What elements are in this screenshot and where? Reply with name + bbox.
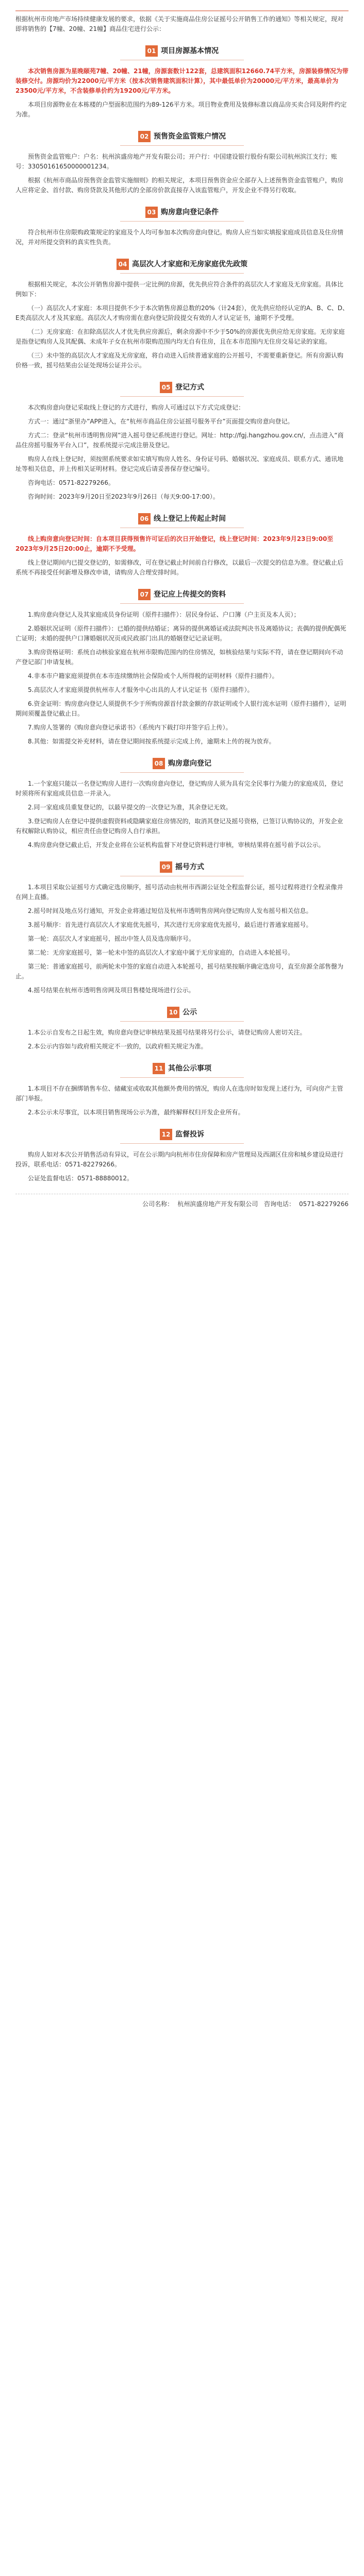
section-number-badge: 10 bbox=[167, 1007, 179, 1018]
section-paragraph: 本次购房意向登记采取线上登记的方式进行，购房人可通过以下方式完成登记： bbox=[28, 404, 245, 411]
section-paragraph: 购房人如对本次公开销售活动有异议，可在公示期内向杭州市住房保障和房产管理局及西湖区住房和城乡建设局进行投诉，联系电话：0571-82279266。 bbox=[15, 1151, 344, 1168]
section-underline bbox=[120, 145, 244, 146]
section-title: 线上登记上传起止时间 bbox=[154, 514, 226, 523]
section-number-badge: 06 bbox=[138, 513, 151, 524]
section-paragraph: 3.摇号顺序：首先进行高层次人才家庭优先摇号，其次进行无房家庭优先摇号，最后进行普通家庭摇号。 bbox=[28, 921, 312, 928]
section-paragraph: 方式一：通过“浙里办”APP进入，在“杭州市商品住房公证摇号服务平台”页面提交购房意向登记。 bbox=[28, 418, 294, 425]
section-paragraph: 方式二：登录“杭州市透明售房网”进入摇号登记系统进行登记。网址：http://fgj.hangzhou.gov.cn/，点击进入“商品住房摇号服务平台入口”，按系统提示完成注册及登记。 bbox=[15, 432, 344, 449]
footer-phone-label: 咨询电话： bbox=[264, 1200, 295, 1208]
section-paragraph: 4.购房意向登记截止后，开发企业将在公证机构监督下对登记资料进行审核，审核结果将在摇号前予以公示。 bbox=[28, 841, 325, 849]
section-number-badge: 08 bbox=[153, 758, 165, 769]
section-paragraph: 第三轮：普通家庭摇号，前两轮未中签的家庭自动进入本轮摇号，摇号结果按顺序确定选房号，直至房源全部售罄为止。 bbox=[15, 963, 344, 980]
section-number-badge: 03 bbox=[145, 207, 158, 218]
section-number-badge: 09 bbox=[160, 861, 172, 873]
section-paragraph: 1.本项目采取公证摇号方式确定选房顺序，摇号活动由杭州市西湖公证处全程监督公证，摇号过程将进行全程录像并在网上直播。 bbox=[15, 884, 343, 901]
section-paragraph: 预售资金监管账户：户名：杭州滨盛房地产开发有限公司；开户行：中国建设银行股份有限公司杭州滨江支行；账号：33050161650000001234。 bbox=[15, 153, 338, 170]
sections-container bbox=[15, 45, 349, 1183]
section-paragraph: 本次销售房源为星晚颐苑7幢、20幢、21幢，房源套数计122套，总建筑面积12660.74平方米，房源装修情况为带装修交付。房源均价为22000元/平方米（按本次销售建筑面积计算），其中最低单价为20000元/平方米，最高单价为23500元/平方米，不含装修单价约为19200元/平方米。 bbox=[15, 67, 349, 94]
section-title: 项目房源基本情况 bbox=[161, 46, 219, 55]
section-paragraph: 3.登记购房人在登记中提供虚假资料或隐瞒家庭住房情况的，取消其登记及摇号资格，已签订认购协议的，开发企业有权解除认购协议，相应责任由登记购房人自行承担。 bbox=[15, 818, 343, 835]
section-title: 预售资金监管账户情况 bbox=[154, 132, 226, 141]
section-title: 购房意向登记 bbox=[168, 759, 211, 768]
top-divider bbox=[15, 10, 349, 11]
section-paragraph: 符合杭州市住房限购政策规定的家庭及个人均可参加本次购房意向登记。购房人应当如实填报家庭成员信息及住房情况，并对所提交资料的真实性负责。 bbox=[15, 229, 344, 246]
section-paragraph: （三）未中签的高层次人才家庭及无房家庭，将自动进入后续普通家庭的公开摇号，不需要重新登记。所有房源认购价格一致，摇号结果由公证处现场公证并公示。 bbox=[15, 352, 344, 369]
section-number-badge: 11 bbox=[153, 1063, 165, 1074]
section-paragraph: 2.本公示未尽事宜，以本项目销售现场公示为准，最终解释权归开发企业所有。 bbox=[28, 1109, 244, 1116]
section-title: 摇号方式 bbox=[175, 862, 204, 871]
section-paragraph: 线上购房意向登记时间：自本项目获得预售许可证后的次日开始登记，线上登记时间：2023年9月23日9:00至2023年9月25日20:00止，逾期不予受理。 bbox=[15, 535, 334, 552]
footer-company-label: 公司名称： bbox=[142, 1200, 174, 1208]
footer bbox=[15, 1194, 349, 1209]
footer-phone: 0571-82279266 bbox=[299, 1200, 349, 1208]
section-11 bbox=[15, 1063, 349, 1117]
section-underline bbox=[120, 603, 244, 604]
section-underline bbox=[120, 772, 244, 773]
section-paragraph: 2.本公示内容如与政府相关规定不一致的，以政府相关规定为准。 bbox=[28, 1043, 207, 1050]
section-06 bbox=[15, 513, 349, 578]
section-paragraph: 2.摇号时间及地点另行通知，开发企业将通过短信及杭州市透明售房网向登记购房人发布摇号相关信息。 bbox=[28, 907, 312, 914]
section-02 bbox=[15, 131, 349, 195]
section-paragraph: 1.一个家庭只能以一名登记购房人进行一次购房意向登记，登记购房人须为具有完全民事行为能力的家庭成员，登记时须将所有家庭成员信息一并录入。 bbox=[15, 780, 343, 797]
section-paragraph: 3.购房资格证明：系统自动核验家庭在杭州市限购范围内的住房情况，如核验结果与实际不符，请在登记期间向不动产登记部门申请复核。 bbox=[15, 649, 343, 666]
section-12 bbox=[15, 1129, 349, 1183]
section-title: 登记方式 bbox=[175, 383, 204, 392]
section-03 bbox=[15, 207, 349, 247]
section-underline bbox=[120, 1143, 244, 1144]
section-underline bbox=[120, 273, 244, 274]
section-paragraph: （二）无房家庭：在扣除高层次人才优先供应房源后，剩余房源中不少于50%的房源优先供应给无房家庭。无房家庭是指登记购房人及其配偶、未成年子女在杭州市限购范围内均无自有住房，且在本市范围内无住房交易记录的家庭。 bbox=[15, 328, 345, 345]
section-05 bbox=[15, 382, 349, 502]
section-underline bbox=[120, 396, 244, 397]
section-number-badge: 01 bbox=[145, 45, 158, 57]
section-paragraph: 7.购房人签署的《购房意向登记承诺书》（系统内下载打印并签字后上传）。 bbox=[28, 724, 232, 731]
intro-text: 根据杭州市房地产市场持续健康发展的要求，依据《关于实施商品住房公证摇号公开销售工作的通知》等相关规定，现对即将销售的【7幢、20幢、21幢】商品住宅进行公示： bbox=[15, 15, 344, 32]
section-title: 高层次人才家庭和无房家庭优先政策 bbox=[132, 260, 247, 268]
section-header bbox=[15, 1129, 349, 1144]
section-paragraph: 4.摇号结果在杭州市透明售房网及项目售楼处现场进行公示。 bbox=[28, 987, 195, 994]
section-header bbox=[15, 513, 349, 528]
section-08 bbox=[15, 758, 349, 850]
section-number-badge: 04 bbox=[117, 259, 129, 270]
section-paragraph: 根据《杭州市商品房预售资金监管实施细则》的相关规定，本项目预售资金应全部存入上述预售资金监管账户，购房人应将定金、首付款、购房贷款及其他形式的全部房价款直接存入该监管账户，开发企业不得另行收取。 bbox=[15, 177, 344, 194]
section-header bbox=[15, 45, 349, 60]
section-paragraph: 线上登记期间内已提交登记的，如需修改，可在登记截止时间前自行修改，以最后一次提交的信息为准。登记截止后系统不再接受任何新增及修改申请，请购房人合理安排时间。 bbox=[15, 559, 344, 576]
section-04 bbox=[15, 259, 349, 370]
section-number-badge: 07 bbox=[138, 589, 151, 600]
section-paragraph: 咨询时间：2023年9月20日至2023年9月26日（每天9:00-17:00）。 bbox=[28, 493, 219, 500]
section-paragraph: 第二轮：无房家庭摇号，第一轮未中签的高层次人才家庭中属于无房家庭的，自动进入本轮摇号。 bbox=[28, 949, 294, 956]
announcement-page bbox=[0, 0, 364, 1222]
section-header bbox=[15, 207, 349, 222]
section-number-badge: 12 bbox=[160, 1129, 172, 1140]
section-title: 购房意向登记条件 bbox=[161, 208, 219, 216]
section-paragraph: 1.本项目不存在捆绑销售车位、储藏室或收取其他额外费用的情况，购房人在选房时如发现上述行为，可向房产主管部门举报。 bbox=[15, 1085, 343, 1102]
section-header bbox=[15, 1007, 349, 1022]
section-07 bbox=[15, 589, 349, 747]
section-paragraph: 8.其他：如需提交补充材料，请在登记期间按系统提示完成上传，逾期未上传的视为放弃。 bbox=[28, 738, 275, 745]
section-title: 公示 bbox=[183, 1008, 197, 1016]
section-number-badge: 05 bbox=[160, 382, 172, 393]
section-header bbox=[15, 131, 349, 146]
section-underline bbox=[120, 1077, 244, 1078]
section-paragraph: 咨询电话：0571-82279266。 bbox=[28, 479, 114, 486]
section-header bbox=[15, 382, 349, 397]
section-paragraph: 2.同一家庭成员重复登记的，以最早提交的一次登记为准，其余登记无效。 bbox=[28, 804, 232, 811]
section-paragraph: 公证处监督电话：0571-88880012。 bbox=[28, 1175, 133, 1182]
section-paragraph: 根据相关规定，本次公开销售房源中提供一定比例的房源，优先供应符合条件的高层次人才家庭及无房家庭。具体比例如下： bbox=[15, 281, 344, 298]
section-paragraph: 1.本公示自发布之日起生效，购房意向登记审核结果及摇号结果将另行公示，请登记购房人密切关注。 bbox=[28, 1029, 306, 1036]
section-paragraph: 2.婚姻状况证明（原件扫描件）：已婚的提供结婚证；离异的提供离婚证或法院判决书及离婚协议；丧偶的提供配偶死亡证明；未婚的提供户口簿婚姻状况页或民政部门出具的婚姻登记记录证明。 bbox=[15, 625, 346, 642]
section-header bbox=[15, 758, 349, 773]
section-paragraph: 6.资金证明：购房意向登记人须提供不少于所购房源首付款金额的存款证明或个人银行流水证明（原件扫描件），证明期间须覆盖登记截止日。 bbox=[15, 700, 346, 717]
footer-company: 杭州滨盛房地产开发有限公司 bbox=[177, 1200, 258, 1208]
section-paragraph: 5.高层次人才家庭须提供杭州市人才服务中心出具的人才认定证书（原件扫描件）。 bbox=[28, 686, 254, 693]
section-title: 登记应上传提交的资料 bbox=[154, 590, 226, 599]
section-header bbox=[15, 589, 349, 604]
section-title: 监督投诉 bbox=[175, 1130, 204, 1139]
section-paragraph: 第一轮：高层次人才家庭摇号，摇出中签人员及选房顺序号。 bbox=[28, 935, 195, 942]
section-header bbox=[15, 861, 349, 876]
section-underline bbox=[120, 221, 244, 222]
section-paragraph: 购房人在线上登记时，须按照系统要求如实填写购房人姓名、身份证号码、婚姻状况、家庭成员、联系方式、通讯地址等相关信息，并上传相关证明材料。登记完成后请妥善保存登记编号。 bbox=[15, 455, 344, 472]
section-09 bbox=[15, 861, 349, 995]
section-10 bbox=[15, 1007, 349, 1052]
section-header bbox=[15, 1063, 349, 1078]
section-paragraph: （一）高层次人才家庭：本项目提供不少于本次销售房源总数的20%（计24套），优先供应给经认定的A、B、C、D、E类高层次人才及其家庭。高层次人才购房需在意向登记阶段提交有效的人才认定证书，逾期不予受理。 bbox=[15, 304, 349, 321]
section-underline bbox=[120, 1021, 244, 1022]
section-title: 其他公示事项 bbox=[168, 1064, 211, 1073]
section-number-badge: 02 bbox=[138, 131, 151, 142]
section-paragraph: 本项目房源物业在本栋楼的户型面积范围约为89-126平方米。项目物业费用及装修标准以商品房买卖合同及附件约定为准。 bbox=[15, 101, 347, 118]
section-header bbox=[15, 259, 349, 274]
section-paragraph: 1.购房意向登记人及其家庭成员身份证明（原件扫描件）：居民身份证、户口簿（户主页及本人页）； bbox=[28, 611, 300, 618]
section-paragraph: 4.非本市户籍家庭须提供在本市连续缴纳社会保险或个人所得税的证明材料（原件扫描件）。 bbox=[28, 672, 278, 680]
section-01 bbox=[15, 45, 349, 120]
